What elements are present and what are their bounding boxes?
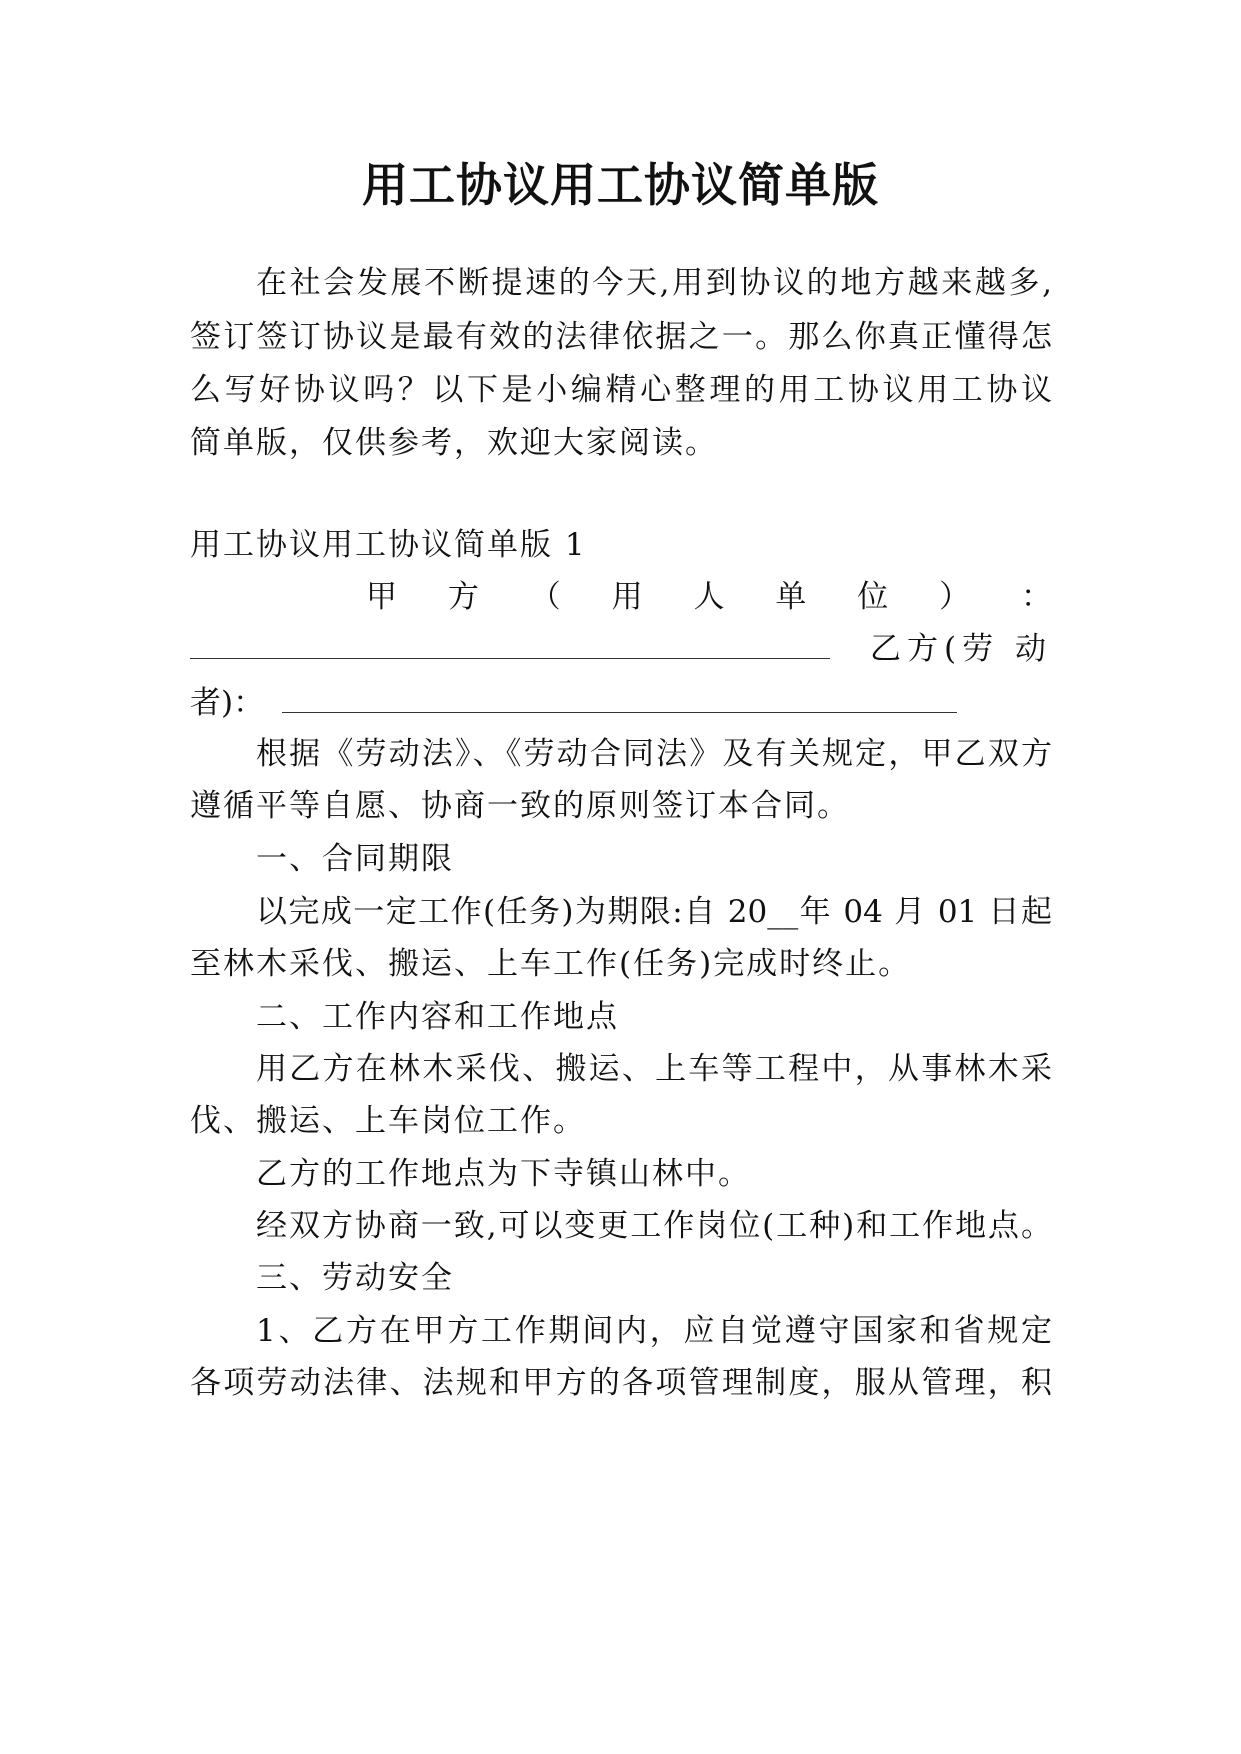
intro-line-4: 简单版，仅供参考，欢迎大家阅读。 (190, 425, 718, 461)
party-a-char: ） (939, 579, 971, 615)
party-a-char: 位 (857, 579, 889, 615)
party-a-blank-line (190, 626, 1052, 672)
party-a-char: 单 (775, 579, 807, 615)
body-line: 经双方协商一致,可以变更工作岗位(工种)和工作地点。 (256, 1208, 1052, 1244)
party-b-underline (282, 682, 957, 713)
clause-heading: 三、劳动安全 (256, 1260, 454, 1296)
intro-line-1: 在社会发展不断提速的今天,用到协议的地方越来越多, (256, 265, 1052, 301)
section-heading: 用工协议用工协议简单版 1 (190, 527, 587, 563)
party-a-char: （ (529, 579, 561, 615)
document-title: 用工协议用工协议简单版 (362, 158, 879, 212)
body-line: 各项劳动法律、法规和甲方的各项管理制度，服从管理，积 (190, 1365, 1052, 1401)
body-line: 以完成一定工作(任务)为期限:自 20__年 04 月 01 日起 (256, 894, 1052, 930)
party-a-char: 甲 (366, 579, 397, 615)
body-line: 遵循平等自愿、协商一致的原则签订本合同。 (190, 788, 850, 824)
party-b-label-cont: 者)： (190, 685, 265, 721)
body-line: 根据《劳动法》、《劳动合同法》及有关规定，甲乙双方 (256, 736, 1052, 772)
party-a-char: 人 (693, 579, 725, 615)
body-line: 1、乙方在甲方工作期间内，应自觉遵守国家和省规定 (256, 1313, 1052, 1349)
party-a-underline (190, 628, 830, 659)
body-line: 乙方的工作地点为下寺镇山林中。 (256, 1156, 751, 1192)
body-line: 至林木采伐、搬运、上车工作(任务)完成时终止。 (190, 946, 912, 982)
body-line: 用乙方在林木采伐、搬运、上车等工程中，从事林木采 (256, 1051, 1052, 1087)
body-line: 伐、搬运、上车岗位工作。 (190, 1103, 586, 1139)
party-a-char: 用 (611, 579, 643, 615)
intro-line-2: 签订签订协议是最有效的法律依据之一。那么你真正懂得怎 (190, 319, 1052, 355)
clause-heading: 二、工作内容和工作地点 (256, 999, 619, 1035)
party-b-blank-line (190, 680, 1052, 726)
intro-line-3: 么写好协议吗？以下是小编精心整理的用工协议用工协议 (190, 372, 1052, 408)
party-a-char: 方 (447, 579, 479, 615)
party-b-label: 乙方(劳 动 (870, 631, 1052, 667)
party-a-line (190, 574, 1052, 620)
clause-heading: 一、合同期限 (256, 841, 454, 877)
party-a-char: ： (1021, 579, 1052, 615)
